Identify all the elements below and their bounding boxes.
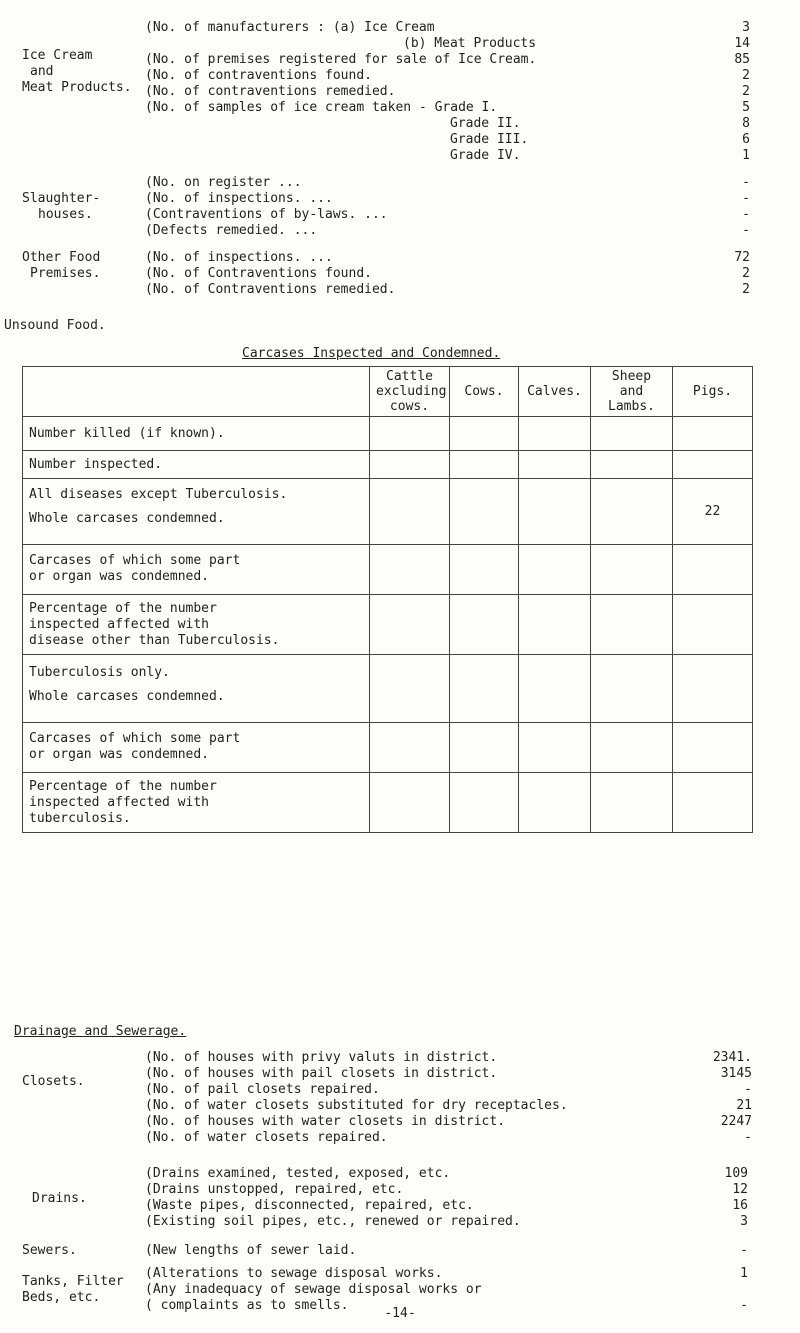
- table-cell: [450, 595, 519, 655]
- slaughter-values: [680, 175, 750, 239]
- table-cell: [591, 479, 673, 545]
- row-label: [23, 545, 370, 595]
- value: 16: [732, 1198, 748, 1213]
- table-cell: [450, 655, 519, 723]
- table-cell: 22: [673, 479, 753, 545]
- table-cell: [450, 773, 519, 833]
- table-cell: [370, 773, 450, 833]
- value: -: [744, 1082, 752, 1097]
- table-cell: [519, 479, 591, 545]
- table-cell: [370, 451, 450, 479]
- other-food-items: [145, 250, 395, 298]
- closets-items: [145, 1050, 568, 1146]
- table-row: [23, 723, 753, 773]
- table-row: [23, 595, 753, 655]
- row-label: [23, 655, 370, 723]
- tanks-label: [22, 1274, 124, 1306]
- row-label: [23, 417, 370, 451]
- table-header-row: [23, 367, 753, 417]
- table-cell: [450, 451, 519, 479]
- ice-cream-line: Grade II.: [450, 116, 521, 131]
- row-label: [23, 479, 370, 545]
- drains-line: (Drains examined, tested, exposed, etc.: [145, 1166, 451, 1181]
- table-cell: [673, 773, 753, 833]
- value: 3: [742, 20, 750, 35]
- ice-cream-line: (No. of contraventions found.: [145, 68, 372, 83]
- value: 3145: [720, 1066, 752, 1081]
- closets-values: [682, 1050, 752, 1146]
- column-header: [450, 367, 519, 417]
- value: -: [742, 175, 750, 190]
- ice-cream-items: [145, 20, 536, 164]
- tanks-line: ( complaints as to smells.: [145, 1298, 349, 1313]
- carcases-table: [22, 366, 753, 833]
- row-label-line: inspected affected with: [29, 795, 210, 810]
- table-cell: [450, 417, 519, 451]
- other-food-label: [22, 250, 100, 282]
- row-label-line: or organ was condemned.: [29, 747, 210, 762]
- row-label-line: inspected affected with: [29, 617, 210, 632]
- table-row: [23, 451, 753, 479]
- table-cell: [673, 545, 753, 595]
- other-food-line: (No. of Contraventions found.: [145, 266, 372, 281]
- table-row: [23, 773, 753, 833]
- sewers-values: [678, 1243, 748, 1259]
- ice-cream-line: (b) Meat Products: [403, 36, 537, 51]
- row-label-line: Percentage of the number: [29, 601, 217, 616]
- slaughter-items: [145, 175, 388, 239]
- row-label: [23, 451, 370, 479]
- label-line: Premises.: [30, 266, 101, 281]
- value: 2: [742, 84, 750, 99]
- drainage-heading: Drainage and Sewerage.: [14, 1024, 187, 1039]
- value: -: [742, 191, 750, 206]
- slaughter-line: (Defects remedied. ...: [145, 223, 318, 238]
- value: 6: [742, 132, 750, 147]
- column-header: [591, 367, 673, 417]
- header-line: Calves.: [527, 384, 582, 399]
- other-food-line: (No. of inspections. ...: [145, 250, 333, 265]
- header-line: Cows.: [464, 384, 504, 399]
- row-label-line: Percentage of the number: [29, 779, 217, 794]
- table-cell: [673, 417, 753, 451]
- table-row: [23, 479, 753, 545]
- row-label-line: tuberculosis.: [29, 811, 131, 826]
- sewers-label: Sewers.: [22, 1243, 77, 1258]
- ice-cream-line: (No. of premises registered for sale of Ice Cream.: [145, 52, 537, 67]
- value: 85: [734, 52, 750, 67]
- row-label-line: or organ was condemned.: [29, 569, 210, 584]
- table-cell: [591, 451, 673, 479]
- table-cell: [370, 595, 450, 655]
- slaughter-line: (No. of inspections. ...: [145, 191, 333, 206]
- drains-items: [145, 1166, 521, 1230]
- row-label-line: disease other than Tuberculosis.: [29, 633, 280, 648]
- drains-line: (Existing soil pipes, etc., renewed or repaired.: [145, 1214, 521, 1229]
- table-cell: [370, 655, 450, 723]
- carcases-title: Carcases Inspected and Condemned.: [242, 346, 501, 361]
- ice-cream-line: (No. of manufacturers : (a) Ice Cream: [145, 20, 435, 35]
- label-line: Meat Products.: [22, 80, 132, 95]
- table-cell: [591, 723, 673, 773]
- closets-line: (No. of houses with privy valuts in district.: [145, 1050, 498, 1065]
- drains-values: [678, 1166, 748, 1230]
- value: 14: [734, 36, 750, 51]
- table-cell: [591, 773, 673, 833]
- table-cell: [591, 655, 673, 723]
- table-cell: [673, 655, 753, 723]
- value: -: [742, 207, 750, 222]
- table-cell: [519, 545, 591, 595]
- drains-label: Drains.: [32, 1191, 87, 1206]
- value: [678, 1282, 748, 1298]
- column-header: [370, 367, 450, 417]
- label-line: Slaughter-: [22, 191, 101, 206]
- table-cell: [450, 723, 519, 773]
- column-header: [519, 367, 591, 417]
- ice-cream-label: [22, 48, 132, 96]
- ice-cream-line: (No. of samples of ice cream taken - Grade I.: [145, 100, 498, 115]
- value: 2: [742, 282, 750, 297]
- value: 8: [742, 116, 750, 131]
- value: 21: [736, 1098, 752, 1113]
- row-label: [23, 773, 370, 833]
- ice-cream-values: [680, 20, 750, 164]
- table-row: [23, 545, 753, 595]
- value: -: [740, 1298, 748, 1313]
- tanks-line: (Alterations to sewage disposal works.: [145, 1266, 443, 1281]
- header-blank: [23, 367, 370, 417]
- ice-cream-line: Grade IV.: [450, 148, 521, 163]
- closets-line: (No. of water closets repaired.: [145, 1130, 388, 1145]
- row-label-line: Carcases of which some part: [29, 553, 241, 568]
- tanks-line: (Any inadequacy of sewage disposal works or: [145, 1282, 482, 1297]
- label-line: houses.: [38, 207, 93, 222]
- table-cell: [591, 545, 673, 595]
- header-line: and: [619, 384, 644, 399]
- row-label-line: Number killed (if known).: [29, 425, 225, 441]
- label-line: and: [30, 64, 54, 79]
- table-cell: [591, 595, 673, 655]
- sewers-items: [145, 1243, 356, 1259]
- spacer: [29, 503, 363, 511]
- value: 109: [724, 1166, 748, 1181]
- ice-cream-line: Grade III.: [450, 132, 529, 147]
- table-cell: [519, 773, 591, 833]
- header-line: excluding: [376, 384, 447, 399]
- closets-label: Closets.: [22, 1074, 85, 1089]
- header-line: Cattle: [386, 369, 433, 384]
- table-cell: [450, 479, 519, 545]
- row-label-line: Number inspected.: [29, 456, 163, 472]
- slaughter-line: (Contraventions of by-laws. ...: [145, 207, 388, 222]
- table-cell: [519, 723, 591, 773]
- table-cell: [519, 595, 591, 655]
- table-cell: [450, 545, 519, 595]
- header-line: Pigs.: [692, 384, 733, 399]
- other-food-line: (No. of Contraventions remedied.: [145, 282, 396, 297]
- table-row: [23, 655, 753, 723]
- row-label-line: Whole carcases condemned.: [29, 689, 225, 704]
- closets-line: (No. of water closets substituted for dry receptacles.: [145, 1098, 568, 1113]
- drains-line: (Waste pipes, disconnected, repaired, etc.: [145, 1198, 474, 1213]
- value: 3: [740, 1214, 748, 1229]
- row-label: [23, 723, 370, 773]
- value: 72: [734, 250, 750, 265]
- value: 12: [732, 1182, 748, 1197]
- page-number: -14-: [384, 1306, 416, 1321]
- header-line: cows.: [389, 399, 430, 414]
- sewers-line: (New lengths of sewer laid.: [145, 1243, 357, 1258]
- label-line: Other Food: [22, 250, 101, 265]
- table-cell: [519, 655, 591, 723]
- value: 2: [742, 266, 750, 281]
- unsound-food-heading: Unsound Food.: [4, 318, 106, 333]
- table-cell: [673, 723, 753, 773]
- table-cell: [370, 479, 450, 545]
- value: -: [740, 1243, 748, 1258]
- value: 1: [740, 1266, 748, 1281]
- slaughter-label: [22, 191, 100, 223]
- closets-line: (No. of pail closets repaired.: [145, 1082, 380, 1097]
- value: 2341.: [712, 1050, 752, 1065]
- header-line: Lambs.: [608, 399, 655, 414]
- value: 1: [742, 148, 750, 163]
- row-label: [23, 595, 370, 655]
- table-row: [23, 417, 753, 451]
- ice-cream-line: (No. of contraventions remedied.: [145, 84, 396, 99]
- table-cell: [673, 451, 753, 479]
- label-line: Ice Cream: [22, 48, 93, 63]
- column-header: [673, 367, 753, 417]
- table-cell: [370, 723, 450, 773]
- slaughter-line: (No. on register ...: [145, 175, 302, 190]
- row-label-line: Carcases of which some part: [29, 731, 241, 746]
- table-cell: [519, 451, 591, 479]
- label-line: Tanks, Filter: [22, 1274, 124, 1289]
- label-line: Beds, etc.: [22, 1290, 101, 1305]
- row-label-line: Whole carcases condemned.: [29, 511, 225, 526]
- row-label-line: All diseases except Tuberculosis.: [29, 487, 288, 502]
- table-cell: [519, 417, 591, 451]
- table-cell: [673, 595, 753, 655]
- spacer: [29, 681, 363, 689]
- value: 2: [742, 68, 750, 83]
- table-cell: [370, 545, 450, 595]
- closets-line: (No. of houses with water closets in district.: [145, 1114, 506, 1129]
- header-line: Sheep: [611, 369, 652, 384]
- row-label-line: Tuberculosis only.: [29, 665, 170, 680]
- table-cell: [591, 417, 673, 451]
- value: -: [742, 223, 750, 238]
- table-cell: [370, 417, 450, 451]
- other-food-values: [680, 250, 750, 298]
- value: -: [744, 1130, 752, 1145]
- value: 5: [742, 100, 750, 115]
- value: 2247: [720, 1114, 752, 1129]
- drains-line: (Drains unstopped, repaired, etc.: [145, 1182, 404, 1197]
- closets-line: (No. of houses with pail closets in district.: [145, 1066, 498, 1081]
